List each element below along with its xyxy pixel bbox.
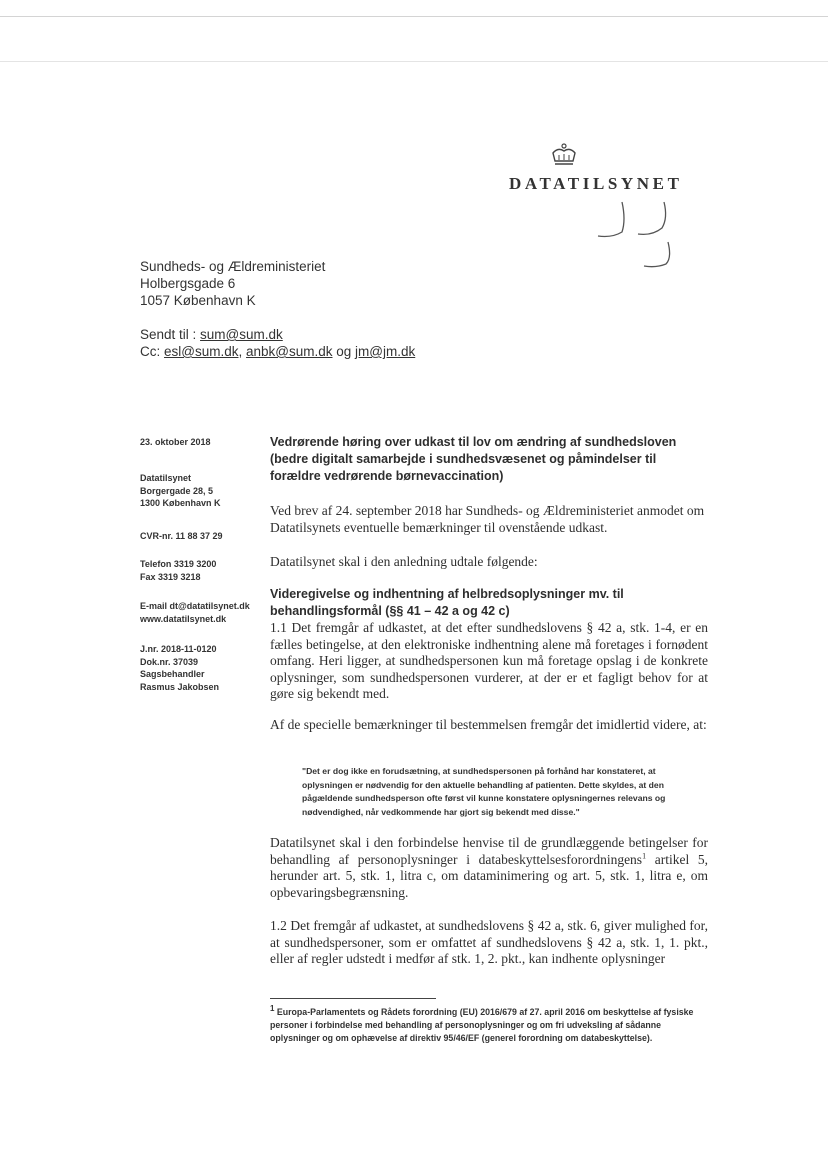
footnote-ref: 1 xyxy=(642,851,647,860)
recipient-address xyxy=(140,258,325,309)
brand-logo: DATATILSYNET xyxy=(509,174,683,193)
paragraph: Datatilsynet skal i den forbindelse henvise til de grundlæggende betingelser for behandling af personoplysninger i databeskyttelsesforordningens$^1$ artikel 5, herunder art. 5, stk. 1, litra c, om dataminimering og art. 5, stk. 1, litra e, om opbevaringsbegrænsning. xyxy=(270,835,708,900)
sent-to-block xyxy=(140,326,415,360)
sender-address: Datatilsynet Borgergade 28, 5 1300 København K xyxy=(140,473,221,508)
email-link[interactable]: E-mail dt@datatilsynet.dk xyxy=(140,601,250,611)
address-line: Holbergsgade 6 xyxy=(140,276,236,291)
email-link[interactable]: anbk@sum.dk xyxy=(246,344,333,359)
sent-to-line: Sendt til : sum@sum.dk xyxy=(140,327,283,342)
letter-subject: Vedrørende høring over udkast til lov om ændring af sundhedsloven (bedre digitalt samarbejde i sundhedsvæsenet og påmindelser til forældre vedrørende børnevaccination) xyxy=(270,435,677,483)
footnote-divider xyxy=(270,998,436,999)
email-link[interactable]: jm@jm.dk xyxy=(355,344,416,359)
cvr-number: CVR-nr. 11 88 37 29 xyxy=(140,531,223,541)
scan-line-upper xyxy=(0,61,828,62)
footnote: $^1$ Europa-Parlamentets og Rådets forordning (EU) 2016/679 af 27. april 2016 om beskyttelse af fysiske personer i forbindelse med behandling af personoplysninger og om fri udveksling af sådanne oplysninger og om ophævelse af direktiv 95/46/EF (generel forordning om databeskyttelse). xyxy=(270,1004,694,1043)
website-link[interactable]: www.datatilsynet.dk xyxy=(140,613,227,624)
email-link[interactable]: esl@sum.dk xyxy=(164,344,239,359)
address-line: Sundheds- og Ældreministeriet xyxy=(140,259,326,274)
handwritten-initials xyxy=(592,200,682,272)
cc-line: Cc: esl@sum.dk, anbk@sum.dk og jm@jm.dk xyxy=(140,344,416,359)
web-block xyxy=(140,600,250,625)
crown-icon xyxy=(550,143,578,167)
scan-line-top xyxy=(0,16,828,17)
paragraph: 1.2 Det fremgår af udkastet, at sundhedslovens § 42 a, stk. 6, giver mulighed for, at sundhedspersoner, som er omfattet af sundhedslovens § 42 a, stk. 1, 1. pkt., eller af regler udstedt i medfør af stk. 1, 2. pkt., kan indhente oplysninger xyxy=(270,918,708,966)
block-quote: "Det er dog ikke en forudsætning, at sundhedspersonen på forhånd har konstateret, at oplysningen er nødvendig for den aktuelle behandling af patienten. Dette skyldes, at den pågældende sundhedsperson ofte først vil kunne konstatere oplysningernes relevans og nødvendighed, når vedkommende har gjort sig bekendt med disse." xyxy=(302,766,666,817)
phone-block: Telefon 3319 3200 Fax 3319 3218 xyxy=(140,559,217,582)
section-heading: Videregivelse og indhentning af helbredsoplysninger mv. til behandlingsformål (§§ 41 – 42 a og 42 c) xyxy=(270,587,624,618)
letter-date: 23. oktober 2018 xyxy=(140,437,211,447)
paragraph: Af de specielle bemærkninger til bestemmelsen fremgår det imidlertid videre, at: xyxy=(270,717,707,732)
paragraph: 1.1 Det fremgår af udkastet, at det efter sundhedslovens § 42 a, stk. 1-4, er en fælles betingelse, at den elektroniske indhentning alene må foretages i fornødent omfang. Heri ligger, at sundhedspersonen kun må foretage opslag i de konkrete oplysninger, som sundhedspersonen vurderer, at der er et fagligt behov for at gøre sig bekendt med. xyxy=(270,620,708,701)
paragraph: Ved brev af 24. september 2018 har Sundheds- og Ældreministeriet anmodet om Datatilsynets eventuelle bemærkninger til ovenstående udkast. xyxy=(270,503,705,535)
email-link[interactable]: sum@sum.dk xyxy=(200,327,283,342)
reference-block: J.nr. 2018-11-0120 Dok.nr. 37039 Sagsbehandler Rasmus Jakobsen xyxy=(140,644,220,692)
paragraph: Datatilsynet skal i den anledning udtale følgende: xyxy=(270,554,538,569)
address-line: 1057 København K xyxy=(140,293,256,308)
footnote-number: 1 xyxy=(270,1004,275,1014)
